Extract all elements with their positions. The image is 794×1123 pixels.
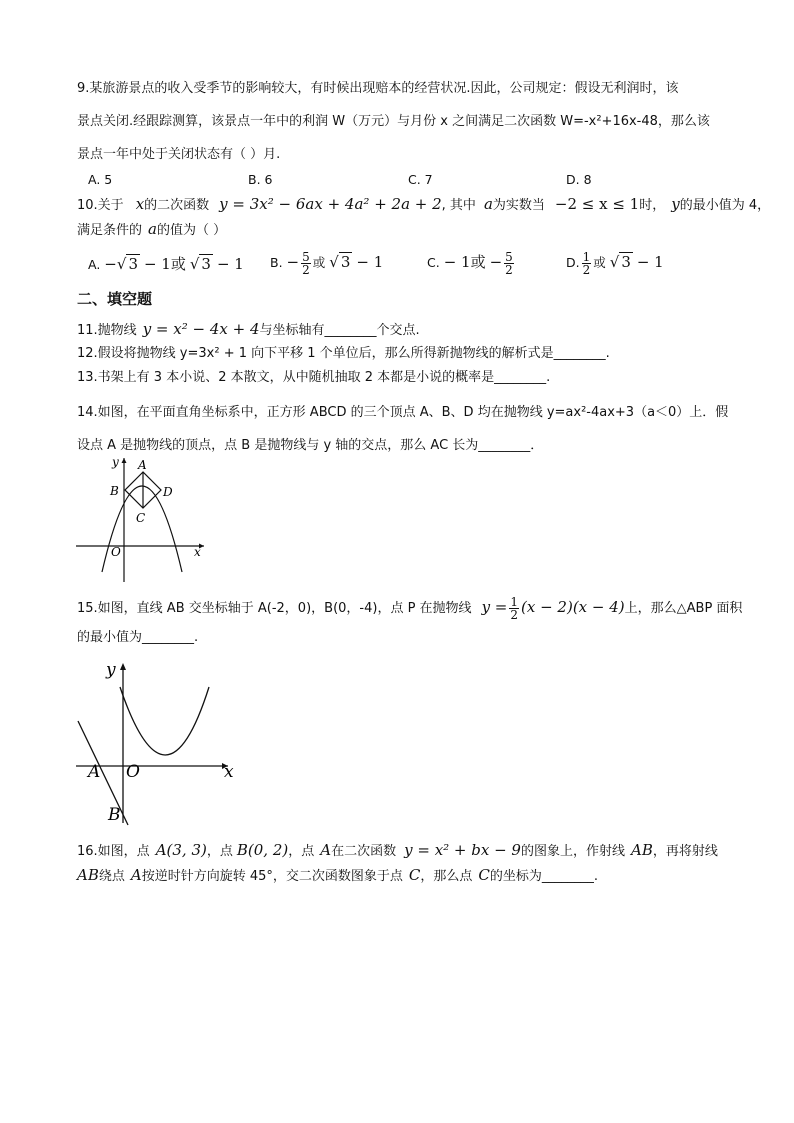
q10-option-b: B. − $\frac{5}{2}$ 或 √ 3 − 1 — [270, 250, 384, 277]
q10-option-d: D. $\frac{1}{2}$ 或 √ 3 − 1 — [566, 250, 664, 277]
q15-point-b: B — [108, 805, 121, 825]
q9-line3: 景点一年中处于关闭状态有（ ）月. — [77, 147, 281, 162]
q14-line1: 14.如图，在平面直角坐标系中，正方形 ABCD 的三个顶点 A、B、D 均在抛物线 y=ax²-4ax+3（a＜0）上．假 — [77, 405, 729, 420]
section-heading: 二、填空题 — [77, 290, 153, 308]
q14-point-c: C — [136, 511, 146, 525]
q15-line1: 15.如图，直线 AB 交坐标轴于 A(-2，0)，B(0，-4)，点 P 在抛物线 y = $\frac{1}{2}$ (x − 2)(x − 4)上，那么△ABP 面积 — [77, 595, 743, 622]
q10-option-c: C. − 1或 − $\frac{5}{2}$ — [427, 250, 513, 277]
q15-point-a: A — [88, 762, 101, 782]
q16-line1: 16.如图，点 A(3, 3)，点 B(0, 2)，点 A在二次函数 y = x² + bx − 9的图象上，作射线 AB，再将射线 — [77, 841, 718, 859]
q14-y-label: y — [112, 455, 119, 469]
q14-point-a: A — [138, 458, 147, 472]
q14-point-b: B — [110, 484, 119, 498]
q9-line1: 9.某旅游景点的收入受季节的影响较大，有时候出现赔本的经营状况.因此，公司规定：假设无利润时，该 — [77, 81, 679, 96]
q15-line2: 的最小值为________. — [77, 630, 199, 645]
q15-origin-label: O — [126, 762, 140, 782]
q10-option-a: A. −√ 3 − 1或 √ 3 − 1 — [88, 255, 244, 273]
q9-line2: 景点关闭.经跟踪测算，该景点一年中的利润 W（万元）与月份 x 之间满足二次函数 W=-x²+16x-48，那么该 — [77, 114, 710, 129]
q10-line2: 满足条件的 a的值为（ ） — [77, 220, 227, 238]
q15-y-label: y — [106, 660, 116, 680]
q9-option-c: C. 7 — [408, 172, 433, 187]
q13-line: 13.书架上有 3 本小说、2 本散文，从中随机抽取 2 本都是小说的概率是________. — [77, 370, 551, 385]
q14-origin-label: O — [111, 545, 121, 559]
q14-figure — [70, 452, 220, 584]
q16-line2: AB绕点 A按逆时针方向旋转 45°，交二次函数图象于点 C，那么点 C的坐标为________. — [77, 866, 599, 884]
q15-x-label: x — [224, 762, 234, 782]
q9-option-b: B. 6 — [248, 172, 273, 187]
q14-x-label: x — [194, 545, 201, 559]
q9-option-d: D. 8 — [566, 172, 592, 187]
q14-line2: 设点 A 是抛物线的顶点，点 B 是抛物线与 y 轴的交点，那么 AC 长为________． — [77, 438, 544, 453]
q10-line1: 10.关于 x的二次函数 y = 3x² − 6ax + 4a² + 2a + 2, 其中 a为实数当 −2 ≤ x ≤ 1时， y的最小值为 4， — [77, 195, 771, 213]
q15-figure — [70, 653, 250, 828]
q12-line: 12.假设将抛物线 y=3x² + 1 向下平移 1 个单位后，那么所得新抛物线的解析式是________. — [77, 346, 610, 361]
q11-line: 11.抛物线 y = x² − 4x + 4与坐标轴有________个交点. — [77, 320, 420, 338]
q14-point-d: D — [163, 485, 173, 499]
q9-option-a: A. 5 — [88, 172, 113, 187]
